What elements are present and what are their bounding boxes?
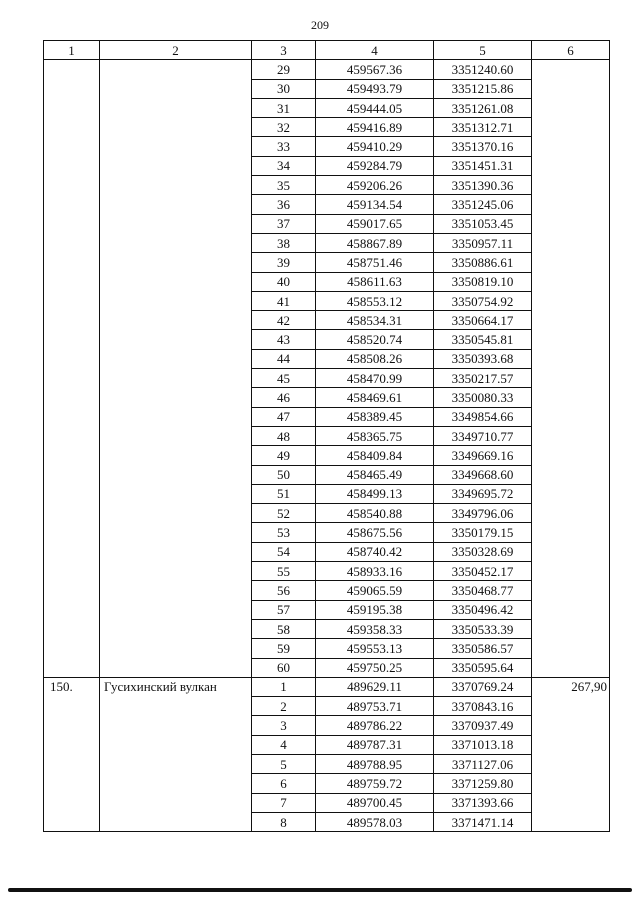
table-row xyxy=(44,677,610,696)
coordinate-y: 3350179.15 xyxy=(434,523,532,542)
coordinate-y: 3371471.14 xyxy=(434,812,532,831)
point-number: 6 xyxy=(252,774,316,793)
coordinate-y: 3371127.06 xyxy=(434,754,532,773)
point-number: 30 xyxy=(252,79,316,98)
column-header: 6 xyxy=(532,41,610,60)
point-number: 57 xyxy=(252,600,316,619)
coordinate-x: 459750.25 xyxy=(316,658,434,677)
point-number: 40 xyxy=(252,272,316,291)
coordinate-x: 459206.26 xyxy=(316,176,434,195)
object-name: Гусихинский вулкан xyxy=(100,677,252,831)
point-number: 33 xyxy=(252,137,316,156)
coordinate-y: 3350754.92 xyxy=(434,291,532,310)
object-name xyxy=(100,60,252,678)
point-number: 54 xyxy=(252,542,316,561)
coordinate-x: 458469.61 xyxy=(316,388,434,407)
coordinate-y: 3349710.77 xyxy=(434,426,532,445)
object-index xyxy=(44,60,100,678)
coordinate-x: 458553.12 xyxy=(316,291,434,310)
coordinate-y: 3350217.57 xyxy=(434,369,532,388)
coordinate-x: 459493.79 xyxy=(316,79,434,98)
point-number: 35 xyxy=(252,176,316,195)
coordinate-x: 459284.79 xyxy=(316,156,434,175)
point-number: 48 xyxy=(252,426,316,445)
point-number: 1 xyxy=(252,677,316,696)
coordinate-y: 3351261.08 xyxy=(434,98,532,117)
coordinate-y: 3350328.69 xyxy=(434,542,532,561)
object-index: 150. xyxy=(44,677,100,831)
coordinate-x: 458470.99 xyxy=(316,369,434,388)
coordinate-y: 3350595.64 xyxy=(434,658,532,677)
coordinate-y: 3371013.18 xyxy=(434,735,532,754)
point-number: 43 xyxy=(252,330,316,349)
coordinate-y: 3350080.33 xyxy=(434,388,532,407)
point-number: 37 xyxy=(252,214,316,233)
column-header: 5 xyxy=(434,41,532,60)
point-number: 8 xyxy=(252,812,316,831)
point-number: 31 xyxy=(252,98,316,117)
coordinate-y: 3351390.36 xyxy=(434,176,532,195)
coordinate-x: 459065.59 xyxy=(316,581,434,600)
point-number: 3 xyxy=(252,716,316,735)
point-number: 59 xyxy=(252,639,316,658)
coordinate-x: 489759.72 xyxy=(316,774,434,793)
coordinate-y: 3350533.39 xyxy=(434,619,532,638)
coordinate-y: 3370769.24 xyxy=(434,677,532,696)
coordinate-y: 3349854.66 xyxy=(434,407,532,426)
point-number: 38 xyxy=(252,233,316,252)
column-header: 1 xyxy=(44,41,100,60)
footer-rule xyxy=(8,888,632,892)
point-number: 34 xyxy=(252,156,316,175)
coordinate-x: 458534.31 xyxy=(316,311,434,330)
coordinate-x: 459553.13 xyxy=(316,639,434,658)
point-number: 41 xyxy=(252,291,316,310)
coordinate-x: 459410.29 xyxy=(316,137,434,156)
coordinate-y: 3350957.11 xyxy=(434,233,532,252)
coordinate-x: 458611.63 xyxy=(316,272,434,291)
coordinate-x: 459358.33 xyxy=(316,619,434,638)
point-number: 52 xyxy=(252,504,316,523)
point-number: 49 xyxy=(252,446,316,465)
coordinate-y: 3349695.72 xyxy=(434,484,532,503)
coordinate-y: 3350545.81 xyxy=(434,330,532,349)
coordinate-x: 489786.22 xyxy=(316,716,434,735)
object-area: 267,90 xyxy=(532,677,610,831)
coordinate-x: 459416.89 xyxy=(316,118,434,137)
point-number: 51 xyxy=(252,484,316,503)
coordinate-y: 3351215.86 xyxy=(434,79,532,98)
coordinate-y: 3371259.80 xyxy=(434,774,532,793)
point-number: 45 xyxy=(252,369,316,388)
coordinate-y: 3349796.06 xyxy=(434,504,532,523)
point-number: 56 xyxy=(252,581,316,600)
point-number: 2 xyxy=(252,697,316,716)
coordinate-x: 459195.38 xyxy=(316,600,434,619)
coordinates-table xyxy=(43,40,610,832)
coordinate-y: 3350496.42 xyxy=(434,600,532,619)
coordinate-x: 458675.56 xyxy=(316,523,434,542)
coordinate-y: 3350819.10 xyxy=(434,272,532,291)
coordinate-x: 458365.75 xyxy=(316,426,434,445)
point-number: 36 xyxy=(252,195,316,214)
coordinate-x: 458751.46 xyxy=(316,253,434,272)
coordinate-y: 3350468.77 xyxy=(434,581,532,600)
coordinate-y: 3350586.57 xyxy=(434,639,532,658)
coordinate-x: 458389.45 xyxy=(316,407,434,426)
coordinate-x: 458520.74 xyxy=(316,330,434,349)
point-number: 60 xyxy=(252,658,316,677)
coordinate-x: 489788.95 xyxy=(316,754,434,773)
coordinate-x: 489578.03 xyxy=(316,812,434,831)
point-number: 4 xyxy=(252,735,316,754)
coordinate-y: 3351370.16 xyxy=(434,137,532,156)
object-area xyxy=(532,60,610,678)
coordinate-y: 3351240.60 xyxy=(434,60,532,79)
point-number: 47 xyxy=(252,407,316,426)
coordinate-x: 458740.42 xyxy=(316,542,434,561)
coordinate-y: 3351451.31 xyxy=(434,156,532,175)
coordinate-x: 459567.36 xyxy=(316,60,434,79)
coordinate-y: 3370937.49 xyxy=(434,716,532,735)
coordinate-x: 459444.05 xyxy=(316,98,434,117)
point-number: 50 xyxy=(252,465,316,484)
point-number: 58 xyxy=(252,619,316,638)
coordinate-y: 3370843.16 xyxy=(434,697,532,716)
coordinate-x: 458409.84 xyxy=(316,446,434,465)
coordinate-x: 489629.11 xyxy=(316,677,434,696)
coordinate-x: 458499.13 xyxy=(316,484,434,503)
coordinate-x: 489787.31 xyxy=(316,735,434,754)
point-number: 42 xyxy=(252,311,316,330)
coordinate-y: 3350664.17 xyxy=(434,311,532,330)
coordinate-y: 3351245.06 xyxy=(434,195,532,214)
point-number: 55 xyxy=(252,562,316,581)
coordinate-x: 489700.45 xyxy=(316,793,434,812)
coordinate-x: 459134.54 xyxy=(316,195,434,214)
point-number: 44 xyxy=(252,349,316,368)
coordinate-x: 458540.88 xyxy=(316,504,434,523)
point-number: 46 xyxy=(252,388,316,407)
coordinate-y: 3349668.60 xyxy=(434,465,532,484)
coordinate-x: 459017.65 xyxy=(316,214,434,233)
table-row xyxy=(44,60,610,79)
coordinate-y: 3371393.66 xyxy=(434,793,532,812)
coordinate-y: 3351053.45 xyxy=(434,214,532,233)
point-number: 32 xyxy=(252,118,316,137)
column-header: 4 xyxy=(316,41,434,60)
point-number: 7 xyxy=(252,793,316,812)
coordinate-x: 458867.89 xyxy=(316,233,434,252)
coordinate-y: 3351312.71 xyxy=(434,118,532,137)
coordinate-y: 3350886.61 xyxy=(434,253,532,272)
coordinate-x: 489753.71 xyxy=(316,697,434,716)
coordinate-x: 458508.26 xyxy=(316,349,434,368)
coordinate-y: 3350452.17 xyxy=(434,562,532,581)
coordinate-y: 3350393.68 xyxy=(434,349,532,368)
header-row xyxy=(44,41,610,60)
coordinate-x: 458933.16 xyxy=(316,562,434,581)
point-number: 5 xyxy=(252,754,316,773)
column-header: 3 xyxy=(252,41,316,60)
page-number: 209 xyxy=(311,18,329,32)
coordinate-y: 3349669.16 xyxy=(434,446,532,465)
coordinate-x: 458465.49 xyxy=(316,465,434,484)
point-number: 29 xyxy=(252,60,316,79)
column-header: 2 xyxy=(100,41,252,60)
point-number: 39 xyxy=(252,253,316,272)
point-number: 53 xyxy=(252,523,316,542)
